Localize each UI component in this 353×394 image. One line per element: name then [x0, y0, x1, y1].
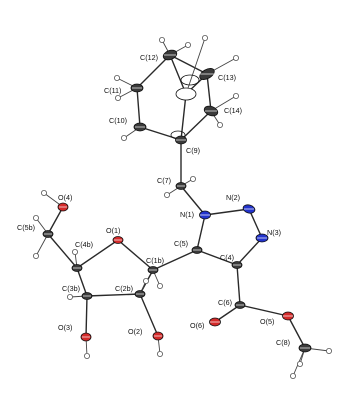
hydrogen-atom [84, 353, 89, 358]
atom-c12 [162, 48, 178, 61]
bond-c12-c13 [170, 55, 207, 74]
hydrogen-atom [115, 95, 120, 100]
hydrogen-atom [72, 249, 77, 254]
bond-n3-c4 [237, 238, 262, 265]
atom-o1 [113, 237, 123, 244]
hydrogen-atom [41, 190, 46, 195]
bond-o5-c8 [288, 316, 305, 348]
heavy-atoms-layer [43, 48, 311, 352]
bond-c4-c6 [237, 265, 240, 305]
bond-c11-c10 [137, 88, 140, 127]
hydrogen-atom [143, 278, 148, 283]
atom-o3 [81, 333, 91, 341]
label-c6: C(6) [218, 298, 232, 307]
atom-c7 [176, 183, 186, 190]
atom-c2b [135, 291, 145, 298]
label-c5b: C(5b) [17, 223, 35, 232]
label-n2: N(2) [226, 193, 240, 202]
atom-n2 [242, 204, 256, 215]
atom-o6 [210, 318, 221, 326]
label-c8: C(8) [276, 338, 290, 347]
hydrogen-atom [33, 215, 38, 220]
bonds-layer [48, 55, 305, 348]
label-c3b: C(3b) [62, 284, 80, 293]
label-o6: O(6) [190, 321, 205, 330]
hydrogen-atom [297, 361, 302, 366]
label-c9: C(9) [186, 146, 200, 155]
label-c12: C(12) [140, 53, 158, 62]
atom-c11 [131, 84, 143, 92]
bond-c14-c9 [181, 111, 211, 140]
label-c11: C(11) [104, 86, 122, 95]
atom-c10 [134, 123, 146, 131]
atom-c4b [72, 265, 82, 272]
hydrogen-atom [159, 37, 164, 42]
bond-c5b-o4 [48, 207, 63, 234]
hydrogen-atom [114, 75, 119, 80]
atom-n1 [200, 211, 211, 219]
label-c1b: C(1b) [146, 256, 164, 265]
bond-c3b-c2b [87, 294, 140, 296]
bond-c1b-o1 [118, 240, 153, 270]
label-n3: N(3) [267, 228, 281, 237]
atom-o4 [58, 203, 68, 211]
hydrogen-atom [67, 294, 72, 299]
hydrogen-atom [185, 42, 190, 47]
atom-c4 [232, 262, 242, 269]
hydrogen-atom [164, 192, 169, 197]
label-o1: O(1) [106, 226, 121, 235]
hydrogen-atom [217, 122, 222, 127]
bond-c5-n1 [197, 215, 205, 250]
bond-c13-c14 [207, 74, 211, 111]
hydrogen-atom [326, 348, 331, 353]
label-c7: C(7) [157, 176, 171, 185]
hydrogen-atom [121, 135, 126, 140]
hydrogen-atom [33, 253, 38, 258]
atom-labels-layer [17, 53, 290, 347]
bond-c10-c9 [140, 127, 181, 140]
bond-n1-n2 [205, 209, 249, 215]
label-c14: C(14) [224, 106, 242, 115]
bond-cage-back-1 [181, 94, 186, 140]
bond-c2b-o2 [140, 294, 158, 336]
atom-o2 [153, 332, 163, 340]
atom-c9 [176, 136, 187, 144]
hydrogen-atom [202, 35, 207, 40]
label-c5: C(5) [174, 239, 188, 248]
hydrogen-atom [290, 373, 295, 378]
label-c4b: C(4b) [75, 240, 93, 249]
label-o3: O(3) [58, 323, 73, 332]
atom-o5 [283, 312, 294, 320]
label-c2b: C(2b) [115, 284, 133, 293]
label-o2: O(2) [128, 327, 143, 336]
atom-c8 [299, 344, 311, 352]
hydrogen-atom [157, 283, 162, 288]
hydrogen-atom [157, 351, 162, 356]
bond-c3b-o3 [86, 296, 87, 337]
atom-c6 [235, 302, 245, 309]
label-c4: C(4) [220, 253, 234, 262]
label-n1: N(1) [180, 210, 194, 219]
atom-c1b [148, 267, 158, 274]
atom-c5 [192, 247, 202, 254]
label-c13: C(13) [218, 73, 236, 82]
label-o4: O(4) [58, 193, 73, 202]
label-o5: O(5) [260, 317, 275, 326]
hydrogen-atom [233, 93, 238, 98]
hydrogen-atom [190, 176, 195, 181]
label-c10: C(10) [109, 116, 127, 125]
hydrogen-atom [233, 55, 238, 60]
atom-c3b [82, 293, 92, 300]
atom-c5b [43, 231, 53, 238]
bond-c6-o5 [240, 305, 288, 316]
